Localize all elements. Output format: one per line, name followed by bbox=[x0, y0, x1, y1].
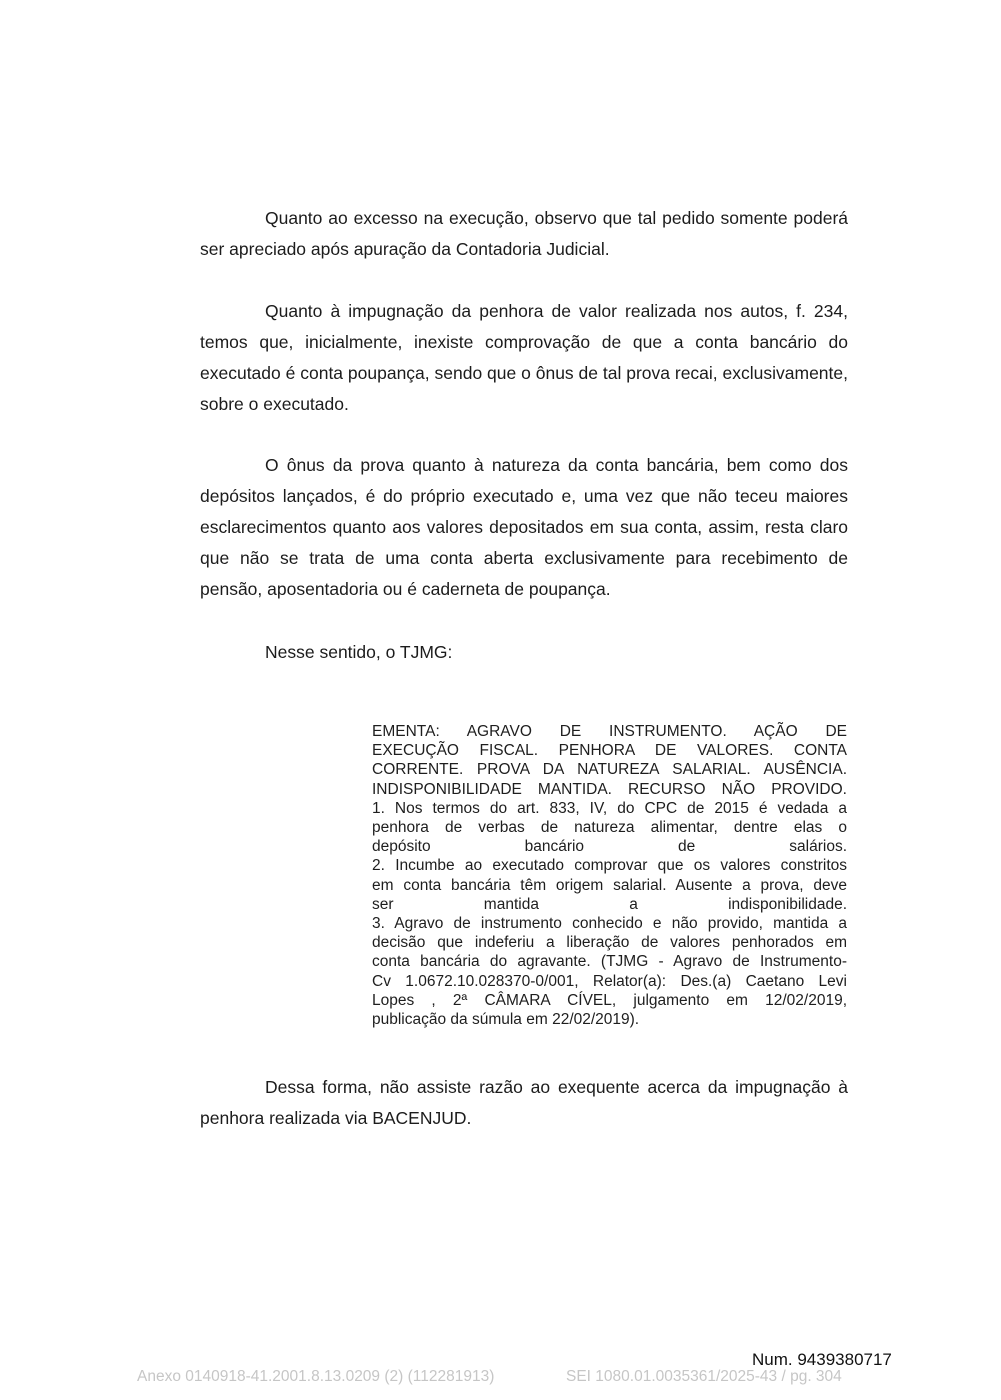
quote-line: INDISPONIBILIDADE MANTIDA. RECURSO NÃO PROVIDO. bbox=[372, 780, 847, 798]
paragraph-tjmg-intro: Nesse sentido, o TJMG: bbox=[265, 642, 453, 662]
jurisprudence-quote bbox=[372, 722, 847, 1029]
quote-line: 2. Incumbe ao executado comprovar que os valores constritos bbox=[372, 857, 847, 875]
paragraph-burden-of-proof: O ônus da prova quanto à natureza da conta bancária, bem como dos depósitos lançados, é do próprio executado e, uma vez que não teceu maiores esclarecimentos quanto aos valores depositados em sua conta, assim, resta claro que não se trata de uma conta aberta exclusivamente para recebimento de pensão, aposentadoria ou é caderneta de poupança. bbox=[200, 455, 848, 599]
quote-line: penhora de verbas de natureza alimentar, dentre elas o bbox=[372, 819, 847, 837]
paragraph-impugnation-penhora: Quanto à impugnação da penhora de valor realizada nos autos, f. 234, temos que, inicialmente, inexiste comprovação de que a conta bancário do executado é conta poupança, sendo que o ônus de tal prova recai, exclusivamente, sobre o executado. bbox=[200, 301, 848, 414]
quote-line: decisão que indeferiu a liberação de valores penhorados em bbox=[372, 934, 847, 952]
sei-reference: SEI 1080.01.0035361/2025-43 / pg. 304 bbox=[566, 1368, 842, 1385]
document-number: Num. 9439380717 bbox=[752, 1350, 892, 1369]
quote-line: em conta bancária têm origem salarial. Ausente a prova, deve bbox=[372, 876, 847, 894]
annex-reference: Anexo 0140918-41.2001.8.13.0209 (2) (112281913) bbox=[137, 1368, 495, 1385]
quote-line: EXECUÇÃO FISCAL. PENHORA DE VALORES. CONTA bbox=[372, 742, 847, 760]
quote-line: conta bancária do agravante. (TJMG - Agravo de Instrumento- bbox=[372, 953, 847, 971]
quote-line: ser mantida a indisponibilidade. bbox=[372, 895, 847, 913]
paragraph-conclusion: Dessa forma, não assiste razão ao exequente acerca da impugnação à penhora realizada via BACENJUD. bbox=[200, 1077, 848, 1128]
paragraph-excess-execution: Quanto ao excesso na execução, observo que tal pedido somente poderá ser apreciado após apuração da Contadoria Judicial. bbox=[200, 208, 848, 259]
quote-line: EMENTA: AGRAVO DE INSTRUMENTO. AÇÃO DE bbox=[372, 723, 847, 740]
quote-line: publicação da súmula em 22/02/2019). bbox=[372, 1011, 640, 1029]
quote-line: 3. Agravo de instrumento conhecido e não provido, mantida a bbox=[372, 915, 847, 933]
quote-line: Lopes , 2ª CÂMARA CÍVEL, julgamento em 12/02/2019, bbox=[372, 991, 847, 1009]
quote-line: CORRENTE. PROVA DA NATUREZA SALARIAL. AUSÊNCIA. bbox=[372, 761, 847, 779]
quote-line: Cv 1.0672.10.028370-0/001, Relator(a): Des.(a) Caetano Levi bbox=[372, 972, 847, 990]
quote-line: depósito bancário de salários. bbox=[372, 838, 847, 856]
quote-line: 1. Nos termos do art. 833, IV, do CPC de 2015 é vedada a bbox=[372, 799, 847, 817]
